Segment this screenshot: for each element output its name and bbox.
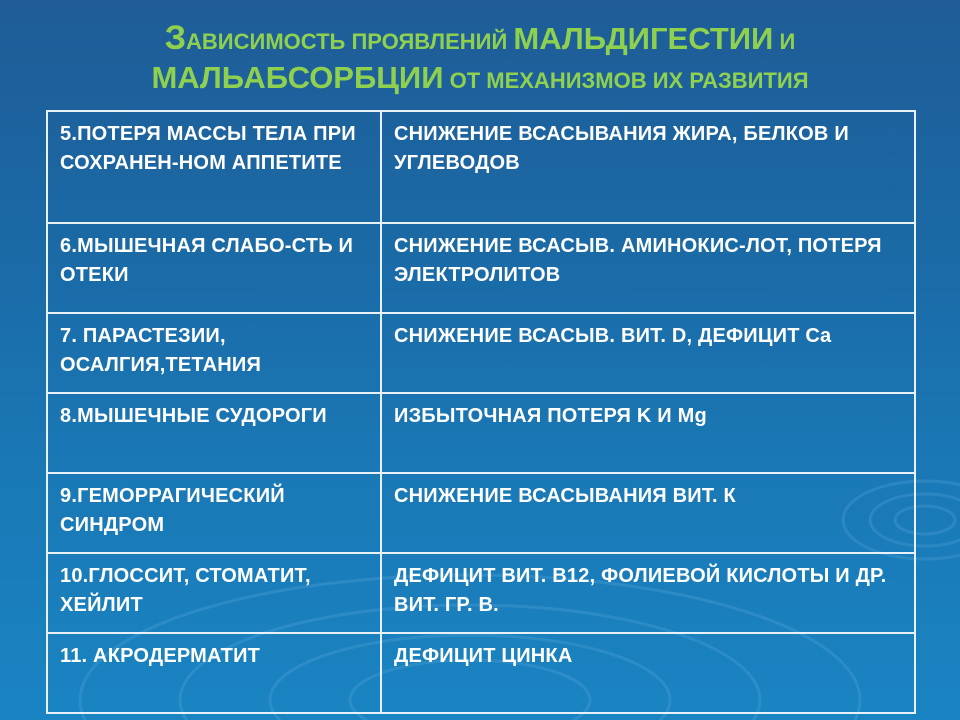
table-row (47, 223, 915, 313)
table-row (47, 393, 915, 473)
symptom-cell: 10.ГЛОССИТ, СТОМАТИТ, ХЕЙЛИТ (47, 553, 381, 633)
symptom-cell: 6.МЫШЕЧНАЯ СЛАБО-СТЬ И ОТЕКИ (47, 223, 381, 313)
table-row (47, 313, 915, 393)
mechanism-cell: СНИЖЕНИЕ ВСАСЫВАНИЯ ЖИРА, БЕЛКОВ И УГЛЕВОДОВ (381, 111, 915, 223)
table-row (47, 111, 915, 223)
mechanism-cell: ДЕФИЦИТ ЦИНКА (381, 633, 915, 713)
table-row (47, 633, 915, 713)
slide-title (0, 18, 960, 97)
symptom-cell: 9.ГЕМОРРАГИЧЕСКИЙ СИНДРОМ (47, 473, 381, 553)
mechanism-cell: СНИЖЕНИЕ ВСАСЫВ. АМИНОКИС-ЛОТ, ПОТЕРЯ ЭЛЕКТРОЛИТОВ (381, 223, 915, 313)
mechanism-cell: СНИЖЕНИЕ ВСАСЫВ. ВИТ. D, ДЕФИЦИТ Ca (381, 313, 915, 393)
table-row (47, 473, 915, 553)
mechanism-cell: СНИЖЕНИЕ ВСАСЫВАНИЯ ВИТ. К (381, 473, 915, 553)
title-line-1: ЗАВИСИМОСТЬ ПРОЯВЛЕНИЙ МАЛЬДИГЕСТИИ И (164, 19, 796, 57)
mechanism-cell: ДЕФИЦИТ ВИТ. В12, ФОЛИЕВОЙ КИСЛОТЫ И ДР. ВИТ. ГР. В. (381, 553, 915, 633)
symptom-cell: 5.ПОТЕРЯ МАССЫ ТЕЛА ПРИ СОХРАНЕН-НОМ АППЕТИТЕ (47, 111, 381, 223)
symptom-cell: 11. АКРОДЕРМАТИТ (47, 633, 381, 713)
title-line-2: МАЛЬАБСОРБЦИИ ОТ МЕХАНИЗМОВ ИХ РАЗВИТИЯ (151, 60, 809, 96)
symptom-cell: 8.МЫШЕЧНЫЕ СУДОРОГИ (47, 393, 381, 473)
table-row (47, 553, 915, 633)
symptom-cell: 7. ПАРАСТЕЗИИ, ОСАЛГИЯ,ТЕТАНИЯ (47, 313, 381, 393)
mechanism-cell: ИЗБЫТОЧНАЯ ПОТЕРЯ K И Mg (381, 393, 915, 473)
symptom-mechanism-table (46, 110, 916, 714)
